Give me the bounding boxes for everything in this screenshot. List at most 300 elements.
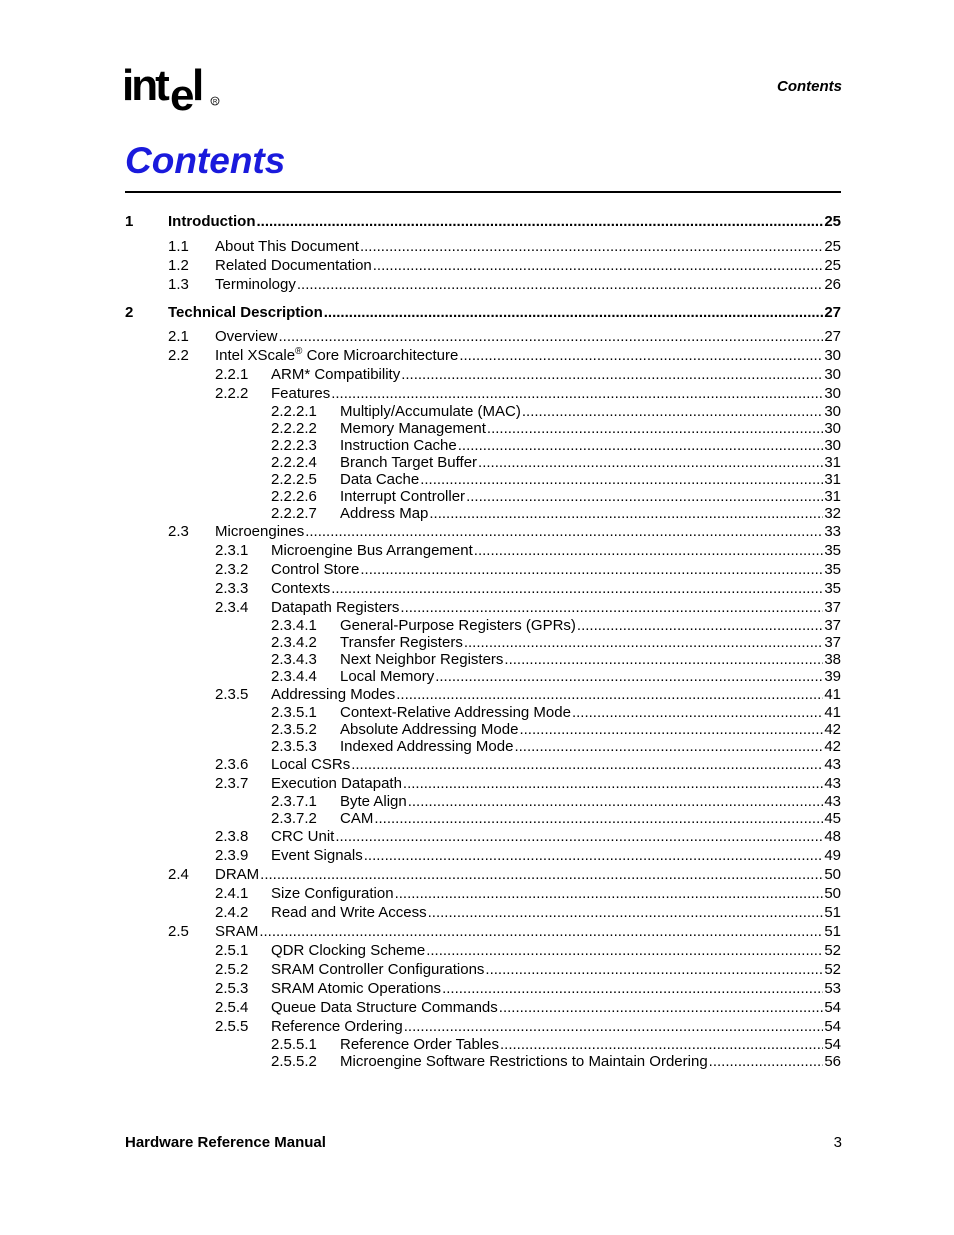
toc-entry-page: 43: [824, 775, 841, 792]
toc-entry-title-text: Addressing Modes: [271, 686, 396, 703]
toc-entry[interactable]: [125, 541, 841, 560]
dot-leader: [351, 755, 823, 774]
toc-entry[interactable]: [125, 1036, 841, 1053]
toc-entry-number: 2.2.2.1: [271, 403, 317, 420]
dot-leader: [360, 237, 823, 256]
toc-entry-title-text: Related Documentation: [215, 257, 372, 274]
svg-text:R: R: [213, 99, 218, 106]
dot-leader: [335, 827, 823, 846]
toc-entry[interactable]: [125, 960, 841, 979]
toc-entry[interactable]: [125, 634, 841, 651]
dot-leader: [324, 303, 824, 322]
toc-entry-line: [271, 685, 841, 704]
toc-entry-page: 43: [824, 756, 841, 773]
toc-entry-title: [215, 237, 359, 256]
toc-entry-number: 2.3.9: [215, 847, 249, 864]
toc-entry[interactable]: [125, 846, 841, 865]
toc-entry[interactable]: [125, 793, 841, 810]
dot-leader: [396, 685, 823, 704]
toc-entry[interactable]: [125, 685, 841, 704]
dot-leader: [426, 941, 823, 960]
toc-entry-title: [340, 505, 428, 522]
toc-entry[interactable]: [125, 704, 841, 721]
toc-entry-page: 33: [824, 523, 841, 540]
toc-entry-title-text: Microengines: [215, 523, 305, 540]
toc-entry-number: 2.3.5.2: [271, 721, 317, 738]
toc-entry-title-text: Read and Write Access: [271, 904, 427, 921]
toc-entry[interactable]: [125, 922, 841, 941]
toc-entry-number: 2.2.2.7: [271, 505, 317, 522]
toc-entry[interactable]: [125, 212, 841, 231]
toc-entry-line: [340, 668, 841, 685]
toc-entry-title: [340, 668, 434, 685]
toc-entry-number: 2.3.4.3: [271, 651, 317, 668]
toc-entry-number: 2.3.4.1: [271, 617, 317, 634]
footer-page-number: 3: [833, 1134, 842, 1151]
toc-entry-page: 35: [824, 580, 841, 597]
toc-entry-title-text: Queue Data Structure Commands: [271, 999, 498, 1016]
toc-entry[interactable]: [125, 1017, 841, 1036]
svg-text:e: e: [170, 71, 192, 120]
toc-entry-number: 2.2.2: [215, 385, 249, 402]
toc-entry[interactable]: [125, 979, 841, 998]
toc-entry-page: 51: [824, 923, 841, 940]
toc-entry-line: [271, 960, 841, 979]
toc-entry-line: [271, 579, 841, 598]
intel-logo: [122, 60, 222, 120]
toc-entry[interactable]: [125, 505, 841, 522]
toc-entry-number: 2.3.7.1: [271, 793, 317, 810]
toc-entry-number: 2.3: [168, 523, 189, 540]
toc-entry-page: 42: [824, 721, 841, 738]
toc-entry-title: [215, 275, 296, 294]
toc-entry-page: 37: [824, 634, 841, 651]
toc-entry-number: 2.5.1: [215, 942, 249, 959]
toc-entry-title: [340, 471, 419, 488]
dot-leader: [373, 256, 824, 275]
toc-entry[interactable]: [125, 598, 841, 617]
toc-entry[interactable]: [125, 617, 841, 634]
toc-entry-title-text: Microengine Software Restrictions to Maintain Ordering: [340, 1053, 708, 1070]
toc-entry-line: [271, 598, 841, 617]
toc-entry-line: [340, 634, 841, 651]
toc-entry-title-text: Control Store: [271, 561, 360, 578]
toc-entry-page: 35: [824, 561, 841, 578]
dot-leader: [256, 212, 823, 231]
toc-entry-page: 54: [824, 1018, 841, 1035]
toc-entry[interactable]: [125, 774, 841, 793]
dot-leader: [259, 922, 823, 941]
toc-entry-title: [340, 721, 518, 738]
toc-entry[interactable]: [125, 579, 841, 598]
registered-mark: ®: [295, 346, 303, 357]
toc-entry-title: [271, 960, 484, 979]
toc-entry-title: [340, 488, 465, 505]
dot-leader: [485, 960, 823, 979]
toc-entry-title-text: Address Map: [340, 505, 429, 522]
table-of-contents: [125, 212, 841, 1070]
toc-entry-title-text: CAM: [340, 810, 374, 827]
toc-entry-title: [168, 212, 255, 231]
toc-entry-title: [271, 998, 498, 1017]
toc-entry-title-text: Features: [271, 385, 331, 402]
dot-leader: [401, 365, 823, 384]
toc-entry-title-text: Execution Datapath: [271, 775, 402, 792]
dot-leader: [514, 738, 823, 755]
toc-entry-number: 2.5.3: [215, 980, 249, 997]
toc-entry-number: 1.1: [168, 238, 189, 255]
toc-entry-number: 2.3.4.2: [271, 634, 317, 651]
toc-entry-title-text: Size Configuration: [271, 885, 394, 902]
toc-entry[interactable]: [125, 998, 841, 1017]
toc-entry-line: [271, 979, 841, 998]
toc-entry-title: [215, 346, 458, 365]
dot-leader: [260, 865, 823, 884]
toc-entry[interactable]: [125, 303, 841, 322]
toc-entry-number: 2.3.7.2: [271, 810, 317, 827]
toc-entry-title-text: SRAM: [215, 923, 259, 940]
toc-entry-line: [340, 721, 841, 738]
toc-entry-title-text: Instruction Cache: [340, 437, 457, 454]
toc-entry-number: 2.5.5.1: [271, 1036, 317, 1053]
toc-entry-number: 1: [125, 213, 134, 230]
toc-entry-page: 53: [824, 980, 841, 997]
dot-leader: [500, 1036, 823, 1053]
toc-entry-title: [271, 827, 334, 846]
toc-entry-title: [340, 738, 513, 755]
toc-entry-page: 49: [824, 847, 841, 864]
dot-leader: [709, 1053, 824, 1070]
toc-entry-title-text: Reference Ordering: [271, 1018, 403, 1035]
toc-entry-title-text: Technical Description: [168, 304, 323, 321]
toc-entry[interactable]: [125, 903, 841, 922]
toc-entry-line: [215, 346, 841, 365]
toc-entry-line: [271, 941, 841, 960]
toc-entry-line: [271, 1017, 841, 1036]
toc-entry[interactable]: [125, 488, 841, 505]
toc-entry-title: [340, 403, 521, 420]
svg-text:l: l: [192, 61, 205, 110]
dot-leader: [305, 522, 823, 541]
toc-entry-title: [340, 454, 477, 471]
dot-leader: [466, 488, 823, 505]
toc-entry-page: 41: [824, 704, 841, 721]
toc-entry-title-text: General-Purpose Registers (GPRs): [340, 617, 576, 634]
toc-entry-line: [215, 865, 841, 884]
toc-entry[interactable]: [125, 471, 841, 488]
dot-leader: [464, 634, 824, 651]
toc-entry-title-text: CRC Unit: [271, 828, 335, 845]
toc-entry-number: 2.5: [168, 923, 189, 940]
toc-entry-title-text: About This Document: [215, 238, 359, 255]
toc-entry-title-text: Byte Align: [340, 793, 407, 810]
toc-entry-title: [271, 774, 402, 793]
toc-entry-title-text: Intel XScale: [215, 347, 296, 364]
toc-entry-line: [340, 437, 841, 454]
toc-entry-number: 2.5.4: [215, 999, 249, 1016]
toc-entry-page: 48: [824, 828, 841, 845]
toc-entry[interactable]: [125, 327, 841, 346]
dot-leader: [459, 346, 823, 365]
toc-entry-title-text: Interrupt Controller: [340, 488, 466, 505]
toc-entry-page: 51: [824, 904, 841, 921]
toc-entry-title: [271, 384, 330, 403]
dot-leader: [404, 1017, 824, 1036]
toc-entry-title-text: Overview: [215, 328, 278, 345]
toc-entry-line: [215, 522, 841, 541]
toc-entry-number: 2.3.5.3: [271, 738, 317, 755]
toc-entry-page: 54: [824, 1036, 841, 1053]
toc-entry-line: [340, 810, 841, 827]
toc-entry-title: [340, 1053, 708, 1070]
toc-entry-line: [271, 903, 841, 922]
dot-leader: [297, 275, 823, 294]
toc-entry-line: [340, 651, 841, 668]
toc-entry-number: 2.3.2: [215, 561, 249, 578]
toc-entry-line: [215, 275, 841, 294]
toc-entry-page: 45: [824, 810, 841, 827]
toc-entry[interactable]: [125, 384, 841, 403]
toc-entry-title-text: Reference Order Tables: [340, 1036, 499, 1053]
toc-entry-title-text: SRAM Controller Configurations: [271, 961, 485, 978]
toc-entry-number: 2.3.4.4: [271, 668, 317, 685]
toc-entry-page: 27: [824, 304, 841, 321]
toc-entry-page: 37: [824, 599, 841, 616]
toc-entry-title: [271, 979, 441, 998]
toc-entry-title: [340, 634, 463, 651]
dot-leader: [395, 884, 824, 903]
toc-entry-page: 27: [824, 328, 841, 345]
toc-entry-page: 42: [824, 738, 841, 755]
toc-entry[interactable]: [125, 403, 841, 420]
toc-entry-title: [168, 303, 323, 322]
toc-entry-title: [271, 365, 400, 384]
toc-entry-title: [271, 755, 350, 774]
toc-entry-page: 52: [824, 961, 841, 978]
toc-entry[interactable]: [125, 454, 841, 471]
page-title: Contents: [125, 140, 286, 181]
toc-entry-line: [271, 384, 841, 403]
toc-entry-number: 2.5.5: [215, 1018, 249, 1035]
toc-entry-number: 2: [125, 304, 134, 321]
toc-entry-title-text: Transfer Registers: [340, 634, 463, 651]
toc-entry-title: [271, 685, 395, 704]
toc-entry-line: [271, 755, 841, 774]
toc-entry[interactable]: [125, 738, 841, 755]
toc-entry[interactable]: [125, 437, 841, 454]
toc-entry-title-text: Contexts: [271, 580, 331, 597]
toc-entry-line: [215, 256, 841, 275]
toc-entry-number: 2.5.5.2: [271, 1053, 317, 1070]
toc-entry-line: [340, 793, 841, 810]
toc-entry-line: [340, 617, 841, 634]
toc-entry[interactable]: [125, 237, 841, 256]
toc-entry-line: [168, 212, 841, 231]
toc-entry[interactable]: [125, 560, 841, 579]
dot-leader: [435, 668, 823, 685]
toc-entry-number: 2.3.7: [215, 775, 249, 792]
toc-entry-page: 37: [824, 617, 841, 634]
toc-entry-page: 30: [824, 347, 841, 364]
toc-entry[interactable]: [125, 365, 841, 384]
toc-entry-page: 54: [824, 999, 841, 1016]
toc-entry[interactable]: [125, 941, 841, 960]
toc-entry[interactable]: [125, 810, 841, 827]
toc-entry-line: [215, 327, 841, 346]
dot-leader: [360, 560, 823, 579]
toc-entry-title: [215, 865, 259, 884]
toc-entry[interactable]: [125, 721, 841, 738]
toc-entry-number: 2.3.5: [215, 686, 249, 703]
toc-entry-number: 2.2.2.3: [271, 437, 317, 454]
toc-entry-line: [340, 403, 841, 420]
toc-entry-line: [271, 365, 841, 384]
toc-entry-line: [215, 237, 841, 256]
toc-entry-line: [271, 560, 841, 579]
footer-doc-title: Hardware Reference Manual: [125, 1134, 326, 1151]
toc-entry-line: [271, 541, 841, 560]
toc-entry-line: [340, 1053, 841, 1070]
toc-entry[interactable]: [125, 827, 841, 846]
toc-entry-number: 2.3.8: [215, 828, 249, 845]
toc-entry-number: 2.3.5.1: [271, 704, 317, 721]
toc-entry-number: 2.4.1: [215, 885, 249, 902]
toc-entry[interactable]: [125, 755, 841, 774]
toc-entry-title-text: Core Microarchitecture: [302, 347, 459, 364]
toc-entry-title-text: Event Signals: [271, 847, 363, 864]
toc-entry[interactable]: [125, 884, 841, 903]
toc-entry-title-text: Datapath Registers: [271, 599, 400, 616]
toc-entry-title: [340, 651, 503, 668]
toc-entry-page: 26: [824, 276, 841, 293]
toc-entry-page: 25: [824, 238, 841, 255]
toc-entry-page: 41: [824, 686, 841, 703]
toc-entry-page: 30: [824, 437, 841, 454]
toc-entry-title: [215, 256, 372, 275]
toc-entry-title: [271, 903, 427, 922]
toc-entry-line: [340, 420, 841, 437]
toc-entry-title: [271, 884, 394, 903]
toc-entry-page: 56: [824, 1053, 841, 1070]
toc-entry-page: 25: [824, 213, 841, 230]
dot-leader: [403, 774, 823, 793]
toc-entry-title: [340, 617, 576, 634]
toc-entry-page: 50: [824, 866, 841, 883]
toc-entry-page: 32: [824, 505, 841, 522]
dot-leader: [474, 541, 824, 560]
toc-entry-line: [340, 454, 841, 471]
dot-leader: [364, 846, 824, 865]
toc-entry-title: [340, 793, 407, 810]
toc-entry-page: 25: [824, 257, 841, 274]
toc-entry-number: 2.2.2.5: [271, 471, 317, 488]
toc-entry-title-text: Absolute Addressing Mode: [340, 721, 519, 738]
toc-entry-number: 2.2.1: [215, 366, 249, 383]
toc-entry-number: 2.3.6: [215, 756, 249, 773]
toc-entry-title: [340, 437, 457, 454]
toc-entry-number: 2.2: [168, 347, 189, 364]
toc-entry[interactable]: [125, 668, 841, 685]
toc-entry-line: [271, 998, 841, 1017]
title-rule: [125, 191, 841, 193]
toc-entry-page: 39: [824, 668, 841, 685]
toc-entry[interactable]: [125, 1053, 841, 1070]
toc-entry-title-text: QDR Clocking Scheme: [271, 942, 426, 959]
toc-entry-title-text: Introduction: [168, 213, 256, 230]
toc-entry-line: [271, 884, 841, 903]
toc-entry[interactable]: [125, 275, 841, 294]
dot-leader: [504, 651, 823, 668]
toc-entry-title: [340, 704, 571, 721]
toc-entry[interactable]: [125, 522, 841, 541]
toc-entry-title-text: Next Neighbor Registers: [340, 651, 504, 668]
toc-entry-title-text: Branch Target Buffer: [340, 454, 478, 471]
toc-entry-page: 31: [824, 471, 841, 488]
toc-entry-page: 50: [824, 885, 841, 902]
toc-entry-title: [215, 922, 258, 941]
toc-entry-title-text: Data Cache: [340, 471, 420, 488]
toc-entry-line: [340, 1036, 841, 1053]
toc-entry-page: 31: [824, 454, 841, 471]
toc-entry-title: [271, 941, 425, 960]
dot-leader: [499, 998, 824, 1017]
toc-entry-number: 2.2.2.4: [271, 454, 317, 471]
toc-entry-line: [340, 704, 841, 721]
toc-entry-number: 2.3.3: [215, 580, 249, 597]
toc-entry-title-text: Local CSRs: [271, 756, 351, 773]
toc-entry-line: [340, 471, 841, 488]
toc-entry-number: 2.3.4: [215, 599, 249, 616]
dot-leader: [429, 505, 823, 522]
toc-entry-line: [340, 505, 841, 522]
dot-leader: [442, 979, 823, 998]
toc-entry-line: [215, 922, 841, 941]
toc-entry-title-text: Context-Relative Addressing Mode: [340, 704, 571, 721]
dot-leader: [374, 810, 823, 827]
toc-entry-title: [215, 522, 304, 541]
toc-entry-page: 30: [824, 385, 841, 402]
dot-leader: [572, 704, 823, 721]
toc-entry-title-text: Memory Management: [340, 420, 486, 437]
toc-entry-line: [271, 827, 841, 846]
toc-entry-number: 1.3: [168, 276, 189, 293]
toc-entry[interactable]: [125, 346, 841, 365]
toc-entry-title-text: Indexed Addressing Mode: [340, 738, 514, 755]
dot-leader: [487, 420, 823, 437]
toc-entry-number: 2.5.2: [215, 961, 249, 978]
toc-entry[interactable]: [125, 420, 841, 437]
toc-entry-title: [271, 1017, 403, 1036]
toc-entry-title: [340, 810, 373, 827]
toc-entry-title: [340, 1036, 499, 1053]
toc-entry-title-text: Microengine Bus Arrangement: [271, 542, 473, 559]
dot-leader: [519, 721, 823, 738]
toc-entry-line: [340, 488, 841, 505]
dot-leader: [522, 403, 823, 420]
toc-entry[interactable]: [125, 651, 841, 668]
toc-entry[interactable]: [125, 256, 841, 275]
toc-entry-page: 31: [824, 488, 841, 505]
toc-entry-title: [215, 327, 278, 346]
toc-entry-number: 1.2: [168, 257, 189, 274]
svg-text:int: int: [122, 61, 167, 110]
toc-entry-page: 35: [824, 542, 841, 559]
toc-entry-line: [168, 303, 841, 322]
toc-entry-title-text: SRAM Atomic Operations: [271, 980, 442, 997]
toc-entry[interactable]: [125, 865, 841, 884]
toc-entry-title-text: ARM* Compatibility: [271, 366, 401, 383]
toc-entry-title-text: DRAM: [215, 866, 260, 883]
